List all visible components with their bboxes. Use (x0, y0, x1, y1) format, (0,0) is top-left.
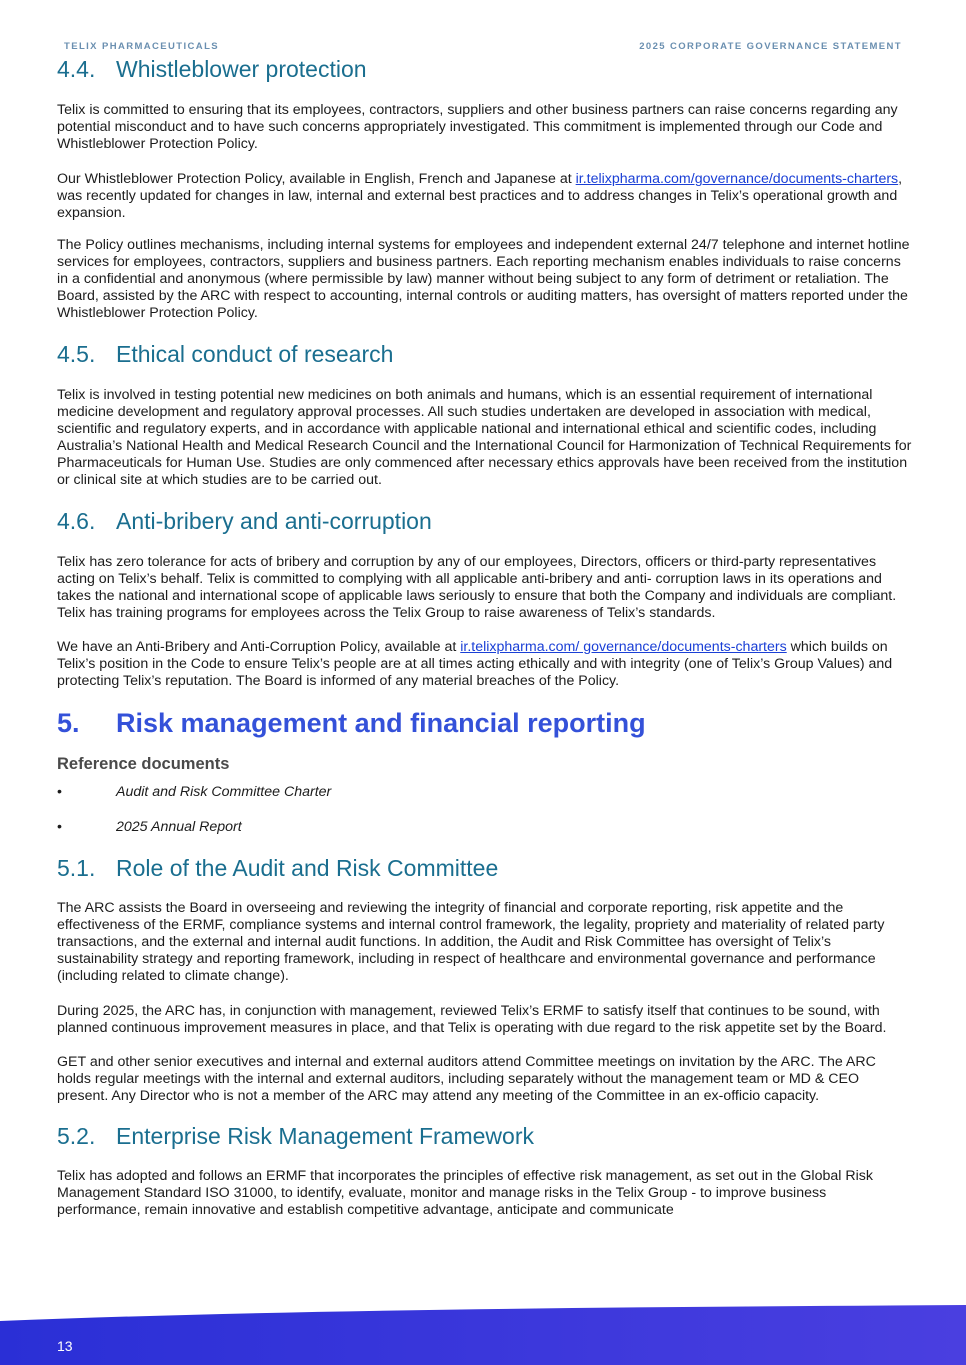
section-4-6-heading (57, 508, 913, 534)
paragraph: GET and other senior executives and internal and external auditors attend Committee meetings on invitation by the ARC. The ARC holds regular meetings with the internal and external auditors, including separately without the management team or MD & CEO present. Any Director who is not a member of the ARC may attend any meeting of the Committee in an ex-officio capacity. (57, 1054, 876, 1104)
section-title: Risk management and financial reporting (116, 708, 646, 738)
list-item: • 2025 Annual Report (57, 819, 242, 835)
section-4-5-heading (57, 341, 913, 367)
paragraph: The ARC assists the Board in overseeing and reviewing the integrity of financial and corporate reporting, risk appetite and the effectiveness of the ERMF, compliance systems and internal control framework, the legality, propriety and materiality of related party transactions, and the external and internal audit functions. In addition, the Audit and Risk Committee has oversight of Telix’s sustainability strategy and reporting framework, including in respect of healthcare and environmental governance and performance (including related to climate change). (57, 900, 885, 984)
page-number: 13 (57, 1338, 73, 1354)
section-5-heading (57, 708, 913, 738)
paragraph: During 2025, the ARC has, in conjunction with management, reviewed Telix’s ERMF to satisfy itself that continues to be sound, with planned continuous improvement measures in place, and that Telix is operating with due regard to the risk appetite set by the Board. (57, 1003, 887, 1036)
section-number: 5. (57, 708, 80, 738)
section-4-4-heading (57, 56, 913, 82)
reference-list (57, 784, 913, 836)
section-title: Whistleblower protection (116, 56, 367, 82)
policy-link[interactable]: ir.telixpharma.com/ governance/documents-charters (460, 639, 787, 655)
page-content (57, 56, 913, 1219)
paragraph: The Policy outlines mechanisms, including internal systems for employees and independent external 24/7 telephone and internet hotline services for employees, contractors, suppliers and business partners. Each reporting mechanism enables individuals to raise concerns in a confidential and anonymous (where permissible by law) manner without being subject to any form of detriment or retaliation. The Board, assisted by the ARC with respect to accounting, internal controls or auditing matters, has oversight of matters reported under the Whistleblower Protection Policy. (57, 237, 910, 321)
footer-band (0, 1305, 966, 1365)
paragraph: Telix has adopted and follows an ERMF that incorporates the principles of effective risk management, as set out in the Global Risk Management Standard ISO 31000, to identify, evaluate, monitor and manage risks in the Telix Group - to improve business performance, remain innovative and establish competitive advantage, anticipate and communicate (57, 1168, 873, 1218)
section-number: 4.5. (57, 341, 96, 367)
section-number: 4.6. (57, 508, 96, 534)
paragraph: Telix has zero tolerance for acts of bribery and corruption by any of our employees, Directors, officers or third-party representatives acting on Telix’s behalf. Telix is committed to complying with all applicable anti-bribery and anti- corruption laws in its operations and takes the national and international scope of applicable laws seriously to ensure that both the Company and individuals are compliant. Telix has training programs for employees across the Telix Group to raise awareness of Telix’s standards. (57, 554, 897, 621)
section-5-2-heading (57, 1123, 913, 1149)
section-number: 4.4. (57, 56, 96, 82)
reference-documents-heading: Reference documents (57, 755, 230, 773)
section-title: Anti-bribery and anti-corruption (116, 508, 432, 534)
section-number: 5.1. (57, 855, 96, 881)
running-header-left: TELIX PHARMACEUTICALS (64, 41, 220, 52)
running-header-right: 2025 CORPORATE GOVERNANCE STATEMENT (639, 41, 902, 52)
section-title: Enterprise Risk Management Framework (116, 1123, 534, 1149)
policy-link[interactable]: ir.telixpharma.com/governance/documents-charters (575, 171, 899, 187)
section-5-1-heading (57, 855, 913, 881)
paragraph: Our Whistleblower Protection Policy, available in English, French and Japanese at ir.telixpharma.com/governance/documents-charters, was recently updated for changes in law, internal and external best practices and to address changes in Telix’s operational growth and expansion. (57, 171, 903, 221)
section-title: Role of the Audit and Risk Committee (116, 855, 499, 881)
paragraph: Telix is involved in testing potential new medicines on both animals and humans, which is an essential requirement of international medicine development and regulatory approval processes. All such studies undertaken are developed in association with medical, scientific and regulatory experts, and in accordance with applicable national and international ethical and scientific codes, including Australia’s National Health and Medical Research Council and the International Council for Harmonization of Technical Requirements for Pharmaceuticals for Human Use. Studies are only commenced after necessary ethics approvals have been received from the institution or clinical site at which studies are to be carried out. (57, 387, 912, 488)
section-title: Ethical conduct of research (116, 341, 394, 367)
paragraph: We have an Anti-Bribery and Anti-Corruption Policy, available at ir.telixpharma.com/ governance/documents-charters which builds on Telix’s position in the Code to ensure Telix’s people are at all times acting ethically and with integrity (one of Telix’s Group Values) and protecting Telix’s reputation. The Board is informed of any material breaches of the Policy. (57, 639, 893, 689)
section-number: 5.2. (57, 1123, 96, 1149)
paragraph: Telix is committed to ensuring that its employees, contractors, suppliers and other business partners can raise concerns regarding any potential misconduct and to have such concerns appropriately investigated. This commitment is implemented through our Code and Whistleblower Protection Policy. (57, 102, 898, 152)
list-item: • Audit and Risk Committee Charter (57, 784, 332, 800)
